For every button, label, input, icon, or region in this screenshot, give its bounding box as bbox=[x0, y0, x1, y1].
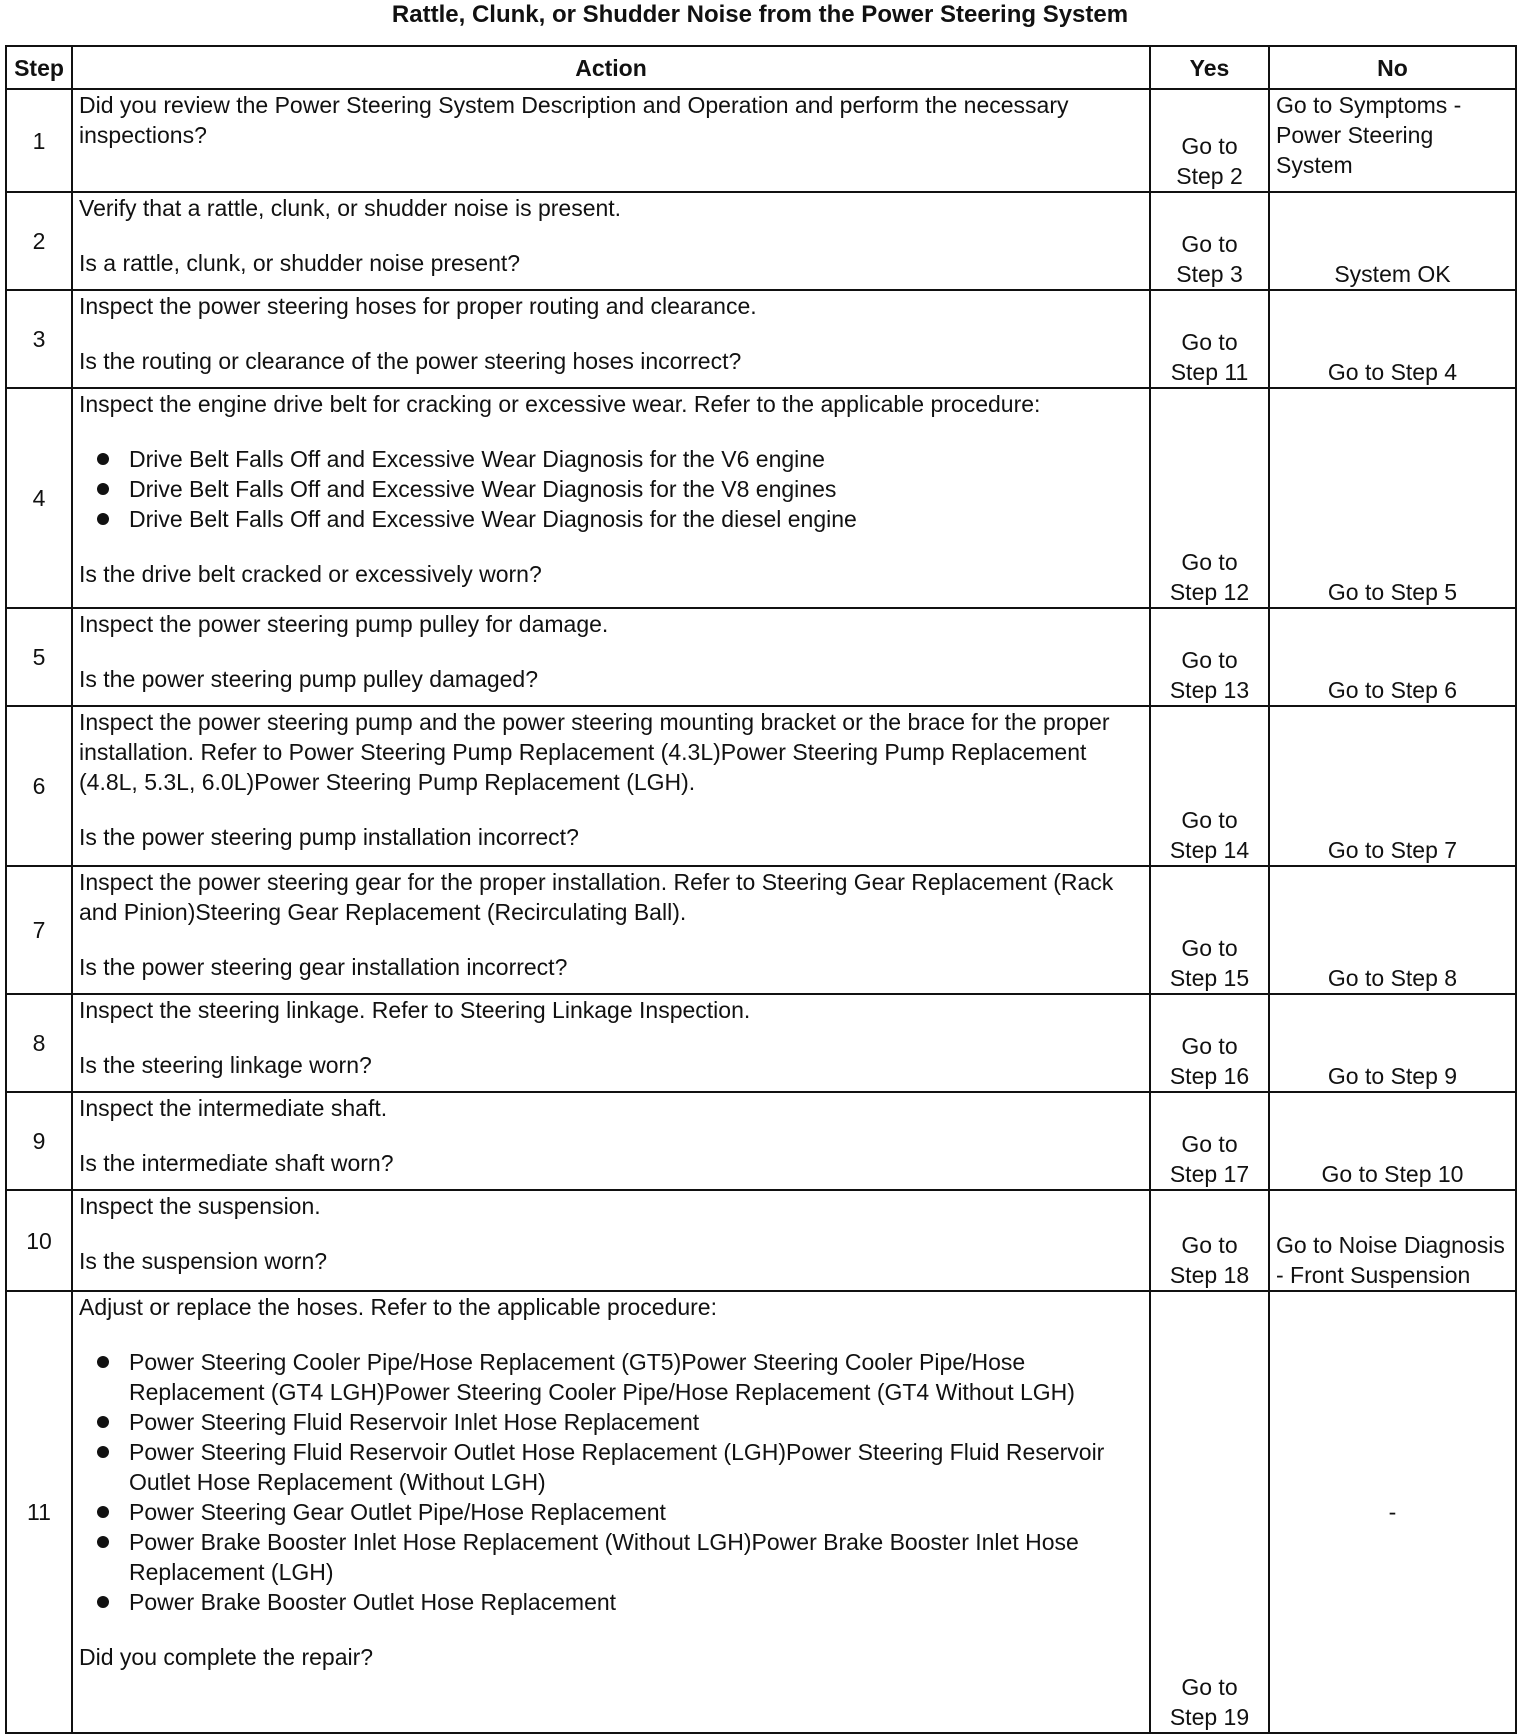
action-text: Inspect the power steering pump and the power steering mounting bracket or the brace for the proper installation. Refer to Power Steering Pump Replacement (4.3L)Power Steering Pump Replacement (4.8L, 5.3L, 6.0L)Power Steering Pump Replacement (LGH). bbox=[79, 709, 1110, 795]
table-row bbox=[6, 192, 1516, 290]
yes-result: Go to Step 12 bbox=[1150, 388, 1269, 608]
header-step: Step bbox=[6, 46, 72, 89]
diagnostic-table bbox=[5, 45, 1517, 1734]
action-cell bbox=[72, 1190, 1150, 1291]
procedure-list bbox=[79, 1347, 1143, 1617]
step-number: 11 bbox=[6, 1291, 72, 1733]
table-row bbox=[6, 608, 1516, 706]
action-text: Inspect the intermediate shaft. bbox=[79, 1095, 388, 1121]
action-text: Inspect the engine drive belt for cracking or excessive wear. Refer to the applicable procedure: bbox=[79, 391, 1041, 417]
no-result: Go to Step 10 bbox=[1269, 1092, 1516, 1190]
action-text: Did you review the Power Steering System Description and Operation and perform the necessary inspections? bbox=[79, 92, 1069, 148]
question-text: Is the suspension worn? bbox=[79, 1248, 328, 1274]
step-number: 2 bbox=[6, 192, 72, 290]
yes-result: Go to Step 13 bbox=[1150, 608, 1269, 706]
table-row bbox=[6, 866, 1516, 994]
step-number: 10 bbox=[6, 1190, 72, 1291]
yes-result: Go to Step 14 bbox=[1150, 706, 1269, 866]
page-title: Rattle, Clunk, or Shudder Noise from the Power Steering System bbox=[391, 1, 1129, 28]
step-number: 5 bbox=[6, 608, 72, 706]
step-number: 8 bbox=[6, 994, 72, 1092]
question-text: Is the drive belt cracked or excessively worn? bbox=[79, 561, 542, 587]
action-cell bbox=[72, 608, 1150, 706]
question-text: Is the routing or clearance of the power steering hoses incorrect? bbox=[79, 348, 742, 374]
question-text: Is the intermediate shaft worn? bbox=[79, 1150, 394, 1176]
table-row bbox=[6, 1092, 1516, 1190]
no-result: Go to Step 6 bbox=[1269, 608, 1516, 706]
action-cell bbox=[72, 192, 1150, 290]
action-text: Inspect the suspension. bbox=[79, 1193, 321, 1219]
table-row bbox=[6, 89, 1516, 192]
header-yes: Yes bbox=[1150, 46, 1269, 89]
step-number: 7 bbox=[6, 866, 72, 994]
question-text: Is the steering linkage worn? bbox=[79, 1052, 372, 1078]
question-text: Is the power steering pump pulley damaged? bbox=[79, 666, 539, 692]
step-number: 9 bbox=[6, 1092, 72, 1190]
no-result: Go to Step 9 bbox=[1269, 994, 1516, 1092]
no-result: Go to Noise Diagnosis - Front Suspension bbox=[1269, 1190, 1516, 1291]
action-cell bbox=[72, 994, 1150, 1092]
step-number: 6 bbox=[6, 706, 72, 866]
step-number: 1 bbox=[6, 89, 72, 192]
yes-result: Go to Step 18 bbox=[1150, 1190, 1269, 1291]
yes-result: Go to Step 17 bbox=[1150, 1092, 1269, 1190]
header-action: Action bbox=[72, 46, 1150, 89]
table-header-row bbox=[6, 46, 1516, 89]
yes-result: Go to Step 16 bbox=[1150, 994, 1269, 1092]
action-cell bbox=[72, 706, 1150, 866]
action-cell bbox=[72, 388, 1150, 608]
action-cell bbox=[72, 1092, 1150, 1190]
question-text: Did you complete the repair? bbox=[79, 1644, 374, 1670]
procedure-list-item: Power Steering Cooler Pipe/Hose Replacement (GT5)Power Steering Cooler Pipe/Hose Replacement (GT4 LGH)Power Steering Cooler Pipe/Hose Replacement (GT4 Without LGH) bbox=[129, 1347, 1143, 1407]
action-text: Inspect the power steering hoses for proper routing and clearance. bbox=[79, 293, 757, 319]
action-text: Verify that a rattle, clunk, or shudder noise is present. bbox=[79, 195, 622, 221]
step-number: 3 bbox=[6, 290, 72, 388]
no-result: Go to Step 7 bbox=[1269, 706, 1516, 866]
action-text: Inspect the steering linkage. Refer to Steering Linkage Inspection. bbox=[79, 997, 751, 1023]
action-text: Inspect the power steering gear for the proper installation. Refer to Steering Gear Replacement (Rack and Pinion)Steering Gear Replacement (Recirculating Ball). bbox=[79, 869, 1114, 925]
table-row bbox=[6, 1190, 1516, 1291]
action-cell bbox=[72, 89, 1150, 192]
no-result: Go to Step 4 bbox=[1269, 290, 1516, 388]
procedure-list-item: Power Brake Booster Inlet Hose Replacement (Without LGH)Power Brake Booster Inlet Hose Replacement (LGH) bbox=[129, 1527, 1143, 1587]
action-text: Inspect the power steering pump pulley for damage. bbox=[79, 611, 609, 637]
procedure-list bbox=[79, 444, 1143, 534]
header-no: No bbox=[1269, 46, 1516, 89]
procedure-list-item: Drive Belt Falls Off and Excessive Wear Diagnosis for the V6 engine bbox=[129, 444, 1143, 474]
table-row bbox=[6, 706, 1516, 866]
action-cell bbox=[72, 290, 1150, 388]
no-result: Go to Step 5 bbox=[1269, 388, 1516, 608]
step-number: 4 bbox=[6, 388, 72, 608]
no-result: Go to Symptoms - Power Steering System bbox=[1269, 89, 1516, 192]
table-row bbox=[6, 388, 1516, 608]
yes-result: Go to Step 19 bbox=[1150, 1291, 1269, 1733]
yes-result: Go to Step 3 bbox=[1150, 192, 1269, 290]
question-text: Is a rattle, clunk, or shudder noise present? bbox=[79, 250, 521, 276]
no-result: System OK bbox=[1269, 192, 1516, 290]
procedure-list-item: Power Steering Fluid Reservoir Inlet Hose Replacement bbox=[129, 1407, 1143, 1437]
table-row bbox=[6, 1291, 1516, 1733]
table-body bbox=[6, 89, 1516, 1733]
table-row bbox=[6, 290, 1516, 388]
action-text: Adjust or replace the hoses. Refer to the applicable procedure: bbox=[79, 1294, 717, 1320]
yes-result: Go to Step 2 bbox=[1150, 89, 1269, 192]
question-text: Is the power steering gear installation incorrect? bbox=[79, 954, 568, 980]
yes-result: Go to Step 11 bbox=[1150, 290, 1269, 388]
procedure-list-item: Power Brake Booster Outlet Hose Replacement bbox=[129, 1587, 1143, 1617]
procedure-list-item: Power Steering Gear Outlet Pipe/Hose Replacement bbox=[129, 1497, 1143, 1527]
procedure-list-item: Drive Belt Falls Off and Excessive Wear Diagnosis for the diesel engine bbox=[129, 504, 1143, 534]
no-result: - bbox=[1269, 1291, 1516, 1733]
action-cell bbox=[72, 1291, 1150, 1733]
no-result: Go to Step 8 bbox=[1269, 866, 1516, 994]
yes-result: Go to Step 15 bbox=[1150, 866, 1269, 994]
action-cell bbox=[72, 866, 1150, 994]
procedure-list-item: Drive Belt Falls Off and Excessive Wear Diagnosis for the V8 engines bbox=[129, 474, 1143, 504]
question-text: Is the power steering pump installation incorrect? bbox=[79, 824, 579, 850]
procedure-list-item: Power Steering Fluid Reservoir Outlet Hose Replacement (LGH)Power Steering Fluid Reservoir Outlet Hose Replacement (Without LGH) bbox=[129, 1437, 1143, 1497]
table-row bbox=[6, 994, 1516, 1092]
